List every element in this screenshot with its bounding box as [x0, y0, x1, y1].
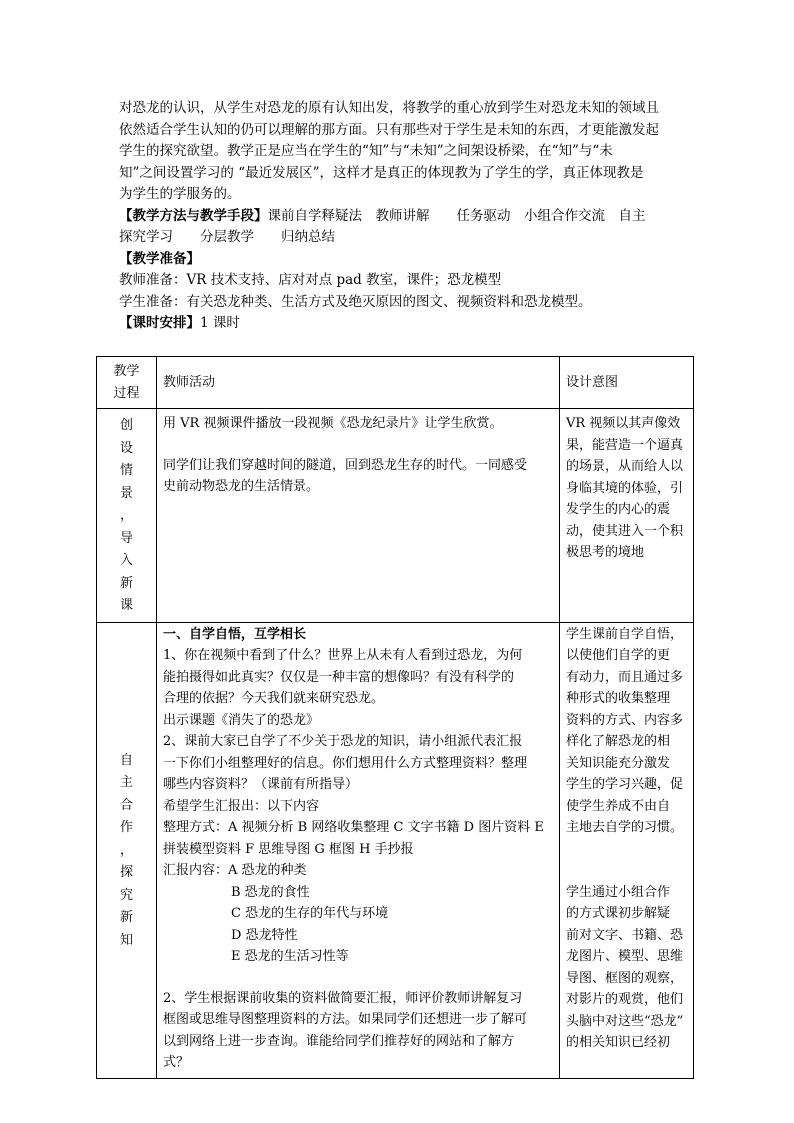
intro-line-1: 对恐龙的认识，从学生对恐龙的原有认知出发，将教学的重心放到学生对恐龙未知的领域且	[119, 100, 659, 116]
stage-char: 自	[119, 752, 133, 768]
activity-line: 希望学生汇报出：以下内容	[163, 798, 320, 814]
stage-char: 究	[119, 887, 133, 903]
activity-line: 一下你们小组整理好的信息。你们想用什么方式整理资料？整理	[163, 755, 528, 771]
activity-intro-p2-line2: 史前动物恐龙的生活情景。	[163, 479, 320, 494]
header-teacher-label: 教师活动	[163, 374, 216, 390]
stage-cell-explore	[97, 622, 157, 1078]
stage-char: 探	[119, 865, 133, 881]
intent-line: 的方式课初步解疑	[566, 906, 671, 921]
stage-char: 导	[119, 530, 133, 546]
activity-line: 2、课前大家已自学了不少关于恐龙的知识，请小组派代表汇报	[163, 734, 523, 749]
activity-line: 2、学生根据课前收集的资料做简要汇报，师评价教师讲解复习	[163, 990, 523, 1006]
stage-label-explore	[103, 748, 150, 953]
stage-char: 设	[119, 440, 133, 456]
spacer	[163, 435, 553, 455]
report-sub-item: E 恐龙的生活习性等	[231, 949, 349, 964]
intro-line-5: 为学生的学服务的。	[119, 186, 241, 202]
intro-line-2: 依然适合学生认知的仍可以理解的那方面。只有那些对于学生是未知的东西，才更能激发起	[119, 121, 659, 138]
header-teacher-activity	[157, 357, 560, 409]
intent-line: 使学生养成不由自	[566, 798, 671, 814]
prep-label: 【教学准备】	[119, 250, 200, 267]
intent-line: 发学生的内心的震	[566, 502, 671, 517]
intent-line: 的相关知识已经初	[566, 1035, 671, 1050]
intent-line: 资料的方式、内容多	[566, 712, 684, 728]
student-prep: 学生准备：有关恐龙种类、生活方式及绝灭原因的图文、视频资料和恐龙模型。	[119, 293, 592, 310]
intent-line: 极思考的境地	[566, 545, 645, 560]
report-sub-item: C 恐龙的生存的年代与环境	[231, 906, 389, 921]
header-design-intent	[560, 357, 694, 409]
activity-line: 式？	[163, 1055, 190, 1070]
stage-char: 情	[119, 463, 133, 478]
activity-cell-explore	[157, 622, 560, 1078]
intent-line: 种形式的收集整理	[566, 691, 671, 706]
activity-line: 能拍摄得如此真实？仅仅是一种丰富的想像吗？有没有科学的	[163, 669, 515, 685]
schedule-label: 【课时安排】	[119, 315, 200, 331]
methods-line-2: 探究学习 分层教学 归纳总结	[119, 229, 335, 245]
report-sub-item: D 恐龙特性	[231, 927, 298, 943]
intent-cell-intro	[560, 409, 694, 623]
intent-line: 果，能营造一个逼真	[566, 437, 684, 453]
intent-line: 学生通过小组合作	[566, 884, 671, 900]
intent-line: 龙图片、模型、思维	[566, 949, 684, 964]
table-row-intro	[97, 409, 694, 623]
activity-line: 拼装模型资料 F 思维导图 G 框图 H 手抄报	[163, 841, 414, 857]
schedule-value: 1 课时	[200, 315, 240, 331]
intent-line: 样化了解恐龙的相	[566, 734, 671, 749]
intro-section	[119, 98, 679, 335]
stage-label-intro	[103, 413, 150, 618]
stage-char: 合	[119, 797, 133, 813]
schedule-paragraph	[119, 313, 679, 335]
methods-paragraph	[119, 206, 679, 228]
header-process-line-1: 教学	[113, 364, 140, 379]
intro-line-3: 学生的探究欲望。教学正是应当在学生的“知”与“未知”之间架设桥梁，在“知”与“未	[119, 143, 613, 159]
section-title: 一、自学自悟，互学相长	[163, 626, 307, 642]
spacer	[566, 839, 687, 882]
intent-line: 学生课前自学自悟，	[566, 626, 684, 642]
intent-line: 主地去自学的习惯。	[566, 820, 684, 835]
intent-line: 动，使其进入一个积	[566, 523, 684, 539]
stage-char: 景	[119, 485, 133, 501]
intro-line-4: 知”之间设置学习的 “最近发展区”，这样才是真正的体现教为了学生的学，真正体现教是	[119, 164, 644, 181]
intent-line: 的场景，从而给人以	[566, 459, 684, 474]
header-intent-label: 设计意图	[566, 374, 619, 390]
intent-cell-explore	[560, 622, 694, 1078]
stage-char: 创	[119, 418, 133, 433]
activity-cell-intro	[157, 409, 560, 623]
stage-char: 入	[119, 553, 133, 568]
stage-char: 主	[119, 775, 133, 791]
report-sub-item: B 恐龙的食性	[231, 884, 310, 900]
activity-line: 汇报内容：A 恐龙的种类	[163, 863, 307, 878]
stage-char: 课	[119, 598, 133, 613]
activity-intro-p1: 用 VR 视频课件播放一段视频《恐龙纪录片》让学生欣赏。	[163, 416, 503, 431]
intent-line: 以使他们自学的更	[566, 648, 671, 663]
methods-line-1: 课前自学释疑法 教师讲解 任务驱动 小组合作交流 自主	[267, 207, 646, 224]
activity-line: 合理的依据？今天我们就来研究恐龙。	[163, 691, 385, 706]
intent-line: 头脑中对这些“恐龙”	[566, 1013, 684, 1029]
activity-line: 出示课题《消失了的恐龙》	[163, 712, 320, 728]
intent-line: VR 视频以其声像效	[566, 416, 681, 431]
table-header-row	[97, 357, 694, 409]
methods-label: 【教学方法与教学手段】	[119, 207, 268, 224]
stage-char: ，	[119, 508, 133, 523]
activity-line: 框图或思维导图整理资料的方法。如果同学们还想进一步了解可	[163, 1012, 528, 1027]
intent-line: 对影片的观赏，他们	[566, 992, 684, 1007]
stage-char: 新	[119, 910, 133, 926]
intent-line: 导图、框图的观察，	[566, 970, 684, 986]
intent-line: 有动力，而且通过多	[566, 669, 684, 685]
spacer	[163, 968, 553, 988]
intent-line: 前对文字、书籍、恐	[566, 927, 684, 943]
header-process-line-2: 过程	[113, 385, 140, 401]
lesson-plan-table	[96, 356, 694, 1079]
activity-intro-p2-line1: 同学们让我们穿越时间的隧道，回到恐龙生存的时代。一同感受	[163, 457, 528, 473]
stage-char: ，	[119, 842, 133, 858]
stage-char: 新	[119, 575, 133, 591]
intent-line: 关知识能充分激发	[566, 755, 671, 771]
intent-line: 身临其境的体验，引	[566, 480, 684, 496]
activity-line: 1、你在视频中看到了什么？世界上从未有人看到过恐龙，为何	[163, 648, 523, 663]
stage-char: 作	[119, 820, 133, 836]
teacher-prep: 教师准备：VR 技术支持、店对对点 pad 教室，课件；恐龙模型	[119, 272, 502, 288]
stage-cell-intro	[97, 409, 157, 623]
activity-line: 哪些内容资料？（课前有所指导）	[163, 777, 359, 792]
activity-line: 以到网络上进一步查询。谁能给同学们推荐好的网站和了解方	[163, 1033, 515, 1049]
activity-line: 整理方式：A 视频分析 B 网络收集整理 C 文字书籍 D 图片资料 E	[163, 820, 544, 835]
table-row-explore	[97, 622, 694, 1078]
header-process	[97, 357, 157, 409]
intent-line: 学生的学习兴趣，促	[566, 777, 684, 792]
stage-char: 知	[119, 932, 133, 948]
